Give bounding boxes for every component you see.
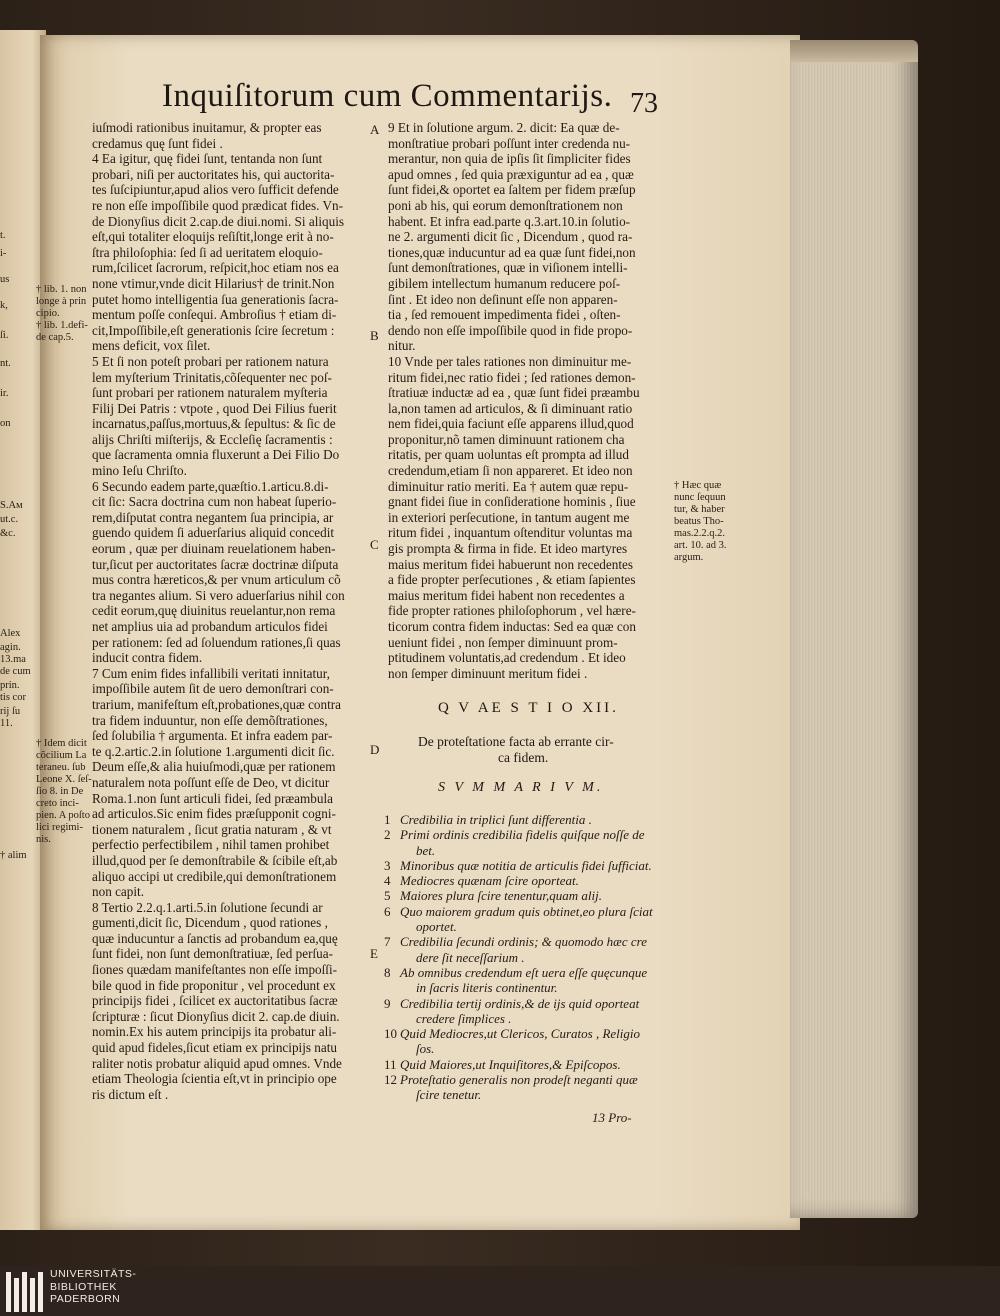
text-line: ritum fidei,nec ratio fidei ; ſed rationes demon- bbox=[388, 369, 636, 385]
margin-note-line: † Idem dicit bbox=[36, 738, 87, 749]
summary-item-text: Credibilia in triplici ſunt differentia . bbox=[400, 812, 592, 827]
text-line: nem fidei,quia faciunt eſſe apparens illud,quod bbox=[388, 416, 634, 432]
summary-item-number: 3 bbox=[384, 857, 391, 873]
text-line: nitur. bbox=[388, 338, 416, 354]
text-line: inducit contra fidem. bbox=[92, 650, 203, 666]
text-line: tur,ſicut per auctoritates ſacræ doctrinæ diſputa bbox=[92, 556, 339, 572]
summary-item-continuation: oportet. bbox=[416, 919, 457, 935]
text-line: que ſacramenta omnia fluxerunt a Dei Filio Do bbox=[92, 447, 340, 463]
summary-item-number: 11 bbox=[384, 1056, 397, 1072]
text-line: fide propter rationes philoſophorum , vel hære- bbox=[388, 603, 636, 619]
text-line: probari, niſi per auctoritates his, qui auctoritа- bbox=[92, 166, 335, 182]
page-number: 73 bbox=[630, 88, 658, 119]
text-line: none vtimur,vnde dicit Hilarius† de trinit.Non bbox=[92, 275, 335, 291]
previous-page-fragment: † alim bbox=[0, 850, 27, 861]
margin-note-line: art. 10. ad 3. bbox=[674, 540, 727, 551]
summary-item-number: 1 bbox=[384, 812, 391, 827]
previous-page-fragment: S.Aм bbox=[0, 500, 23, 511]
summary-item bbox=[384, 965, 664, 980]
text-line: ſunt fidei, non ſunt demonſtratiuæ, ſed perſua- bbox=[92, 946, 333, 962]
text-line: te q.2.artic.2.in ſolutione 1.argumenti dicit ſic. bbox=[92, 743, 335, 759]
summary-item-number: 9 bbox=[384, 995, 391, 1011]
margin-note-line: creto inci- bbox=[36, 798, 79, 809]
text-line: mino Ieſu Chriſto. bbox=[92, 463, 187, 479]
logo-line: UNIVERSITÄTS- bbox=[50, 1268, 137, 1280]
summary-item-text: Quo maiorem gradum quis obtinet,eo plura ſciat bbox=[400, 903, 653, 919]
text-line: ticorum contra fidem inductas: Sed ea quæ con bbox=[388, 619, 636, 634]
summary-item-text: Primi ordinis credibilia fidelis quiſque noſſe de bbox=[400, 827, 645, 843]
previous-page-fragment: 11. bbox=[0, 718, 13, 729]
summary-heading: S V M M A R I V M. bbox=[438, 780, 604, 795]
summary-item bbox=[384, 904, 664, 919]
text-line: ſint . Et ideo non deſinunt eſſe non apparen- bbox=[388, 291, 618, 307]
text-line: rem,diſputat contra negantem ſua principia, ar bbox=[92, 509, 334, 525]
text-line: raliter notis probatur aliquid apud omnes. Vnde bbox=[92, 1055, 342, 1071]
summary-item-number: 2 bbox=[384, 827, 391, 843]
right-text-column bbox=[388, 120, 660, 681]
summary-item bbox=[384, 812, 664, 827]
text-line: nomin.Ex his autem principijs ita probatur ali- bbox=[92, 1024, 337, 1040]
text-line: cit,Impoſſibile,eſt generationis ſcire ſecretum : bbox=[92, 322, 335, 338]
text-line: ritatis, per quam uoluntas eſt prompta ad illud bbox=[388, 447, 629, 463]
summary-item-text: Maiores plura ſcire tenentur,quam alij. bbox=[400, 888, 602, 904]
text-line: non ſemper diminuunt meritum fidei . bbox=[388, 665, 588, 681]
text-line: 8 Tertio 2.2.q.1.arti.5.in ſolutione ſecundi ar bbox=[92, 899, 323, 915]
text-line: ad articulos.Sic enim fides præſupponit cogni- bbox=[92, 806, 336, 822]
text-line: ſtra philoſophia: ſed ſi ad ueritatem eloquio- bbox=[92, 244, 323, 260]
previous-page-fragment: ut.c. bbox=[0, 514, 19, 525]
summary-item-continuation: credere ſimplices . bbox=[416, 1010, 512, 1026]
text-line: lem myſterium Trinitatis,cõſequenter nec poſ- bbox=[92, 369, 332, 385]
text-line: 5 Et ſi non poteſt probari per rationem natura bbox=[92, 353, 329, 369]
summary-item bbox=[384, 934, 664, 949]
text-line: ueniunt fidei , non ſemper diminuunt prom- bbox=[388, 634, 618, 650]
question-heading: Q V AE S T I O XII. bbox=[438, 700, 619, 716]
summary-item-text: Ab omnibus credendum eſt uera eſſe quęcunque bbox=[400, 964, 648, 980]
text-line: quid apud fideles,ſicut etiam ex principijs natu bbox=[92, 1040, 338, 1056]
previous-page-fragment: Alex bbox=[0, 628, 21, 639]
section-letter-a: A bbox=[370, 122, 380, 137]
text-line: guendo quidem ſi aduerſarius aliquid concedit bbox=[92, 525, 335, 541]
text-line: perfectio perfectibilem , nihil tamen prohibet bbox=[92, 837, 330, 853]
text-line: tes ſuſcipiuntur,apud alios vero ſufficit defende bbox=[92, 182, 339, 198]
previous-page-fragment: ir. bbox=[0, 388, 9, 399]
text-line: 7 Cum enim fides infallibili veritati innitatur, bbox=[92, 665, 330, 681]
text-line: maius meritum fidei habent non recedentes a bbox=[388, 587, 625, 603]
text-line: proponitur,nõ tamen diminuunt rationem cha bbox=[388, 431, 625, 447]
text-line: merantur, non quia de ipſis ſit ſimpliciter fides bbox=[388, 151, 631, 167]
previous-page-fragment: ſi. bbox=[0, 330, 9, 341]
summary-item bbox=[384, 1026, 664, 1041]
text-line: Filij Dei Patris : vtpote , quod Dei Filius fuerit bbox=[92, 400, 337, 416]
section-letter-c: C bbox=[370, 537, 379, 552]
summary-list bbox=[384, 812, 664, 1103]
text-line: a fide propter perſecutiones , & etiam ſapientes bbox=[388, 572, 636, 588]
text-line: dendo non eſſe impoſſibile quod in fide propo- bbox=[388, 322, 633, 338]
text-line: 4 Ea igitur, quę fidei ſunt, tentanda non ſunt bbox=[92, 151, 323, 167]
previous-page-fragment: i- bbox=[0, 248, 7, 259]
running-title: Inquiſitorum cum Commentarijs. bbox=[162, 78, 613, 114]
library-logo-text bbox=[50, 1268, 136, 1306]
text-line: mus contra hæreticos,& per vnum articulum cõ bbox=[92, 572, 341, 588]
text-line: ſunt demonſtrationes, quæ in viſionem intelli- bbox=[388, 260, 628, 276]
margin-note-left-2 bbox=[36, 738, 92, 846]
text-line: etiam Theologia ſcientia eſt,vt in principio ope bbox=[92, 1071, 337, 1087]
footer-bar bbox=[0, 1266, 1000, 1316]
margin-note-line: argum. bbox=[674, 552, 704, 563]
margin-note-line: lici regimi- bbox=[36, 822, 83, 833]
text-line: in exteriori perſecutione, in tantum augent me bbox=[388, 509, 630, 525]
margin-note-line: de cap.5. bbox=[36, 332, 74, 343]
text-line: diminuitur ratio meriti. Ea † autem quæ repu- bbox=[388, 478, 629, 494]
summary-item-text: Credibilia tertij ordinis,& de ijs quid oporteat bbox=[400, 995, 640, 1011]
text-line: aliquo accipi ut credibile,qui demonſtrationem bbox=[92, 868, 337, 884]
text-line: incarnatus,paſſus,mortuus,& ſepultus: & ſic de bbox=[92, 416, 336, 432]
margin-note-line: teraneu. ſub bbox=[36, 762, 86, 773]
text-line: per rationem: ſed ad ſoluendum rationes,ſi quas bbox=[92, 634, 341, 650]
text-line: ris dictum eſt . bbox=[92, 1086, 169, 1102]
summary-item-text: Credibilia ſecundi ordinis; & quomodo hæc cre bbox=[400, 934, 647, 950]
text-line: 9 Et in ſolutione argum. 2. dicit: Ea quæ de- bbox=[388, 120, 620, 135]
text-line: tra fidem induuntur, non eſſe demõſtrationes, bbox=[92, 712, 328, 728]
text-line: ritum fidei , inquantum oſtenditur voluntas ma bbox=[388, 525, 633, 541]
text-line: 10 Vnde per tales rationes non diminuitur me- bbox=[388, 353, 632, 369]
summary-item-number: 8 bbox=[384, 964, 391, 980]
summary-item bbox=[384, 873, 664, 888]
text-line: maius meritum fidei habuerunt non recedentes bbox=[388, 556, 633, 572]
summary-item bbox=[384, 888, 664, 903]
summary-item-number: 7 bbox=[384, 934, 391, 950]
text-line: iuſmodi rationibus inuitamur, & propter eas bbox=[92, 120, 322, 135]
previous-page-fragment: us bbox=[0, 274, 10, 285]
library-logo-icon bbox=[6, 1272, 46, 1312]
margin-note-line: † lib. 1.defi- bbox=[36, 320, 88, 331]
text-line: ſunt probari per rationem naturalem myſteria bbox=[92, 385, 328, 401]
margin-note-right bbox=[674, 480, 727, 564]
previous-page-fragment: nt. bbox=[0, 358, 11, 369]
text-line: non capit. bbox=[92, 884, 145, 900]
text-line: eorum , quæ per diuinam reuelationem haben- bbox=[92, 541, 336, 557]
text-line: re non eſſe impoſſibile quod prædicat fides. Vn- bbox=[92, 197, 344, 213]
logo-line: BIBLIOTHEK bbox=[50, 1280, 117, 1293]
text-line: poni ab his, qui eorum demonſtrationem non bbox=[388, 197, 623, 213]
question-title-line-2: ca fidem. bbox=[498, 750, 549, 765]
margin-note-left-1 bbox=[36, 284, 88, 344]
summary-item bbox=[384, 1072, 664, 1087]
text-line: principijs fidei , ſcilicet ex auctoritatibus ſacræ bbox=[92, 993, 338, 1009]
text-line: Roma.1.non ſunt articuli fidei, ſed præambula bbox=[92, 790, 333, 806]
summary-item-number: 4 bbox=[384, 873, 391, 889]
margin-note-line: † Hæc quæ bbox=[674, 480, 722, 491]
summary-item-continuation: ſos. bbox=[416, 1041, 435, 1057]
margin-note-line: ſio 8. in De bbox=[36, 786, 84, 797]
text-line: credendum,etiam ſi non appareret. Et ideo non bbox=[388, 463, 633, 479]
text-line: gis prompta & firma in fide. Et ideo martyres bbox=[388, 541, 628, 557]
text-line: habent. Et infra ead.parte q.3.art.10.in ſolutio- bbox=[388, 213, 631, 229]
text-line: gumenti,dicit ſic, Dicendum , quod rationes , bbox=[92, 915, 328, 931]
text-line: tia , ſed remouent impedimenta fidei , oſten- bbox=[388, 307, 621, 323]
margin-note-line: nis. bbox=[36, 834, 51, 845]
previous-page-fragment: k, bbox=[0, 300, 8, 311]
text-line: illud,quod per ſe demonſtrabile & ſcibile eſt,ab bbox=[92, 852, 338, 868]
previous-page-fragment: prin. bbox=[0, 680, 20, 691]
section-letter-d: D bbox=[370, 742, 380, 757]
text-line: cedit eorum,quę diuinitus reuelantur,non rema bbox=[92, 603, 336, 619]
text-line: quæ inducuntur a ſanctis ad probandum ea,quę bbox=[92, 930, 338, 946]
margin-note-line: mas.2.2.q.2. bbox=[674, 528, 726, 539]
margin-note-line: beatus Tho- bbox=[674, 516, 724, 527]
text-line: putet homo intelligentia ſua generationis ſacra- bbox=[92, 291, 339, 307]
previous-page-fragment: rij ſu bbox=[0, 706, 21, 717]
summary-item-text: Mediocres quænam ſcire oporteat. bbox=[400, 873, 579, 889]
previous-page-fragment: 13.ma bbox=[0, 654, 26, 665]
summary-item-text: Quid Mediocres,ut Clericos, Curatos , Religio bbox=[400, 1026, 640, 1042]
text-line: Deum eſſe,& alia huiuſmodi,quæ per rationem bbox=[92, 759, 336, 775]
book-fore-edge bbox=[790, 40, 918, 1218]
logo-line: PADERBORN bbox=[50, 1293, 121, 1305]
text-line: gnant fidei ſiue in conſideratione hominis , ſiue bbox=[388, 494, 636, 510]
margin-note-line: longe à prin bbox=[36, 296, 87, 307]
text-line: monſtratiue probari poſſunt inter credenda nu- bbox=[388, 135, 631, 151]
margin-note-line: nunc ſequun bbox=[674, 492, 726, 503]
book-fore-edge-top bbox=[790, 40, 918, 62]
text-line: ſcripturæ : ſicut Dionyſius dicit 2. cap.de diuin. bbox=[92, 1008, 340, 1024]
question-title-line-1: De proteſtatione facta ab errante cir- bbox=[418, 734, 614, 749]
summary-item-text: Quid Maiores,ut Inquiſitores,& Epiſcopos. bbox=[400, 1056, 621, 1072]
summary-item-text: Proteſtatio generalis non prodeſt neganti quæ bbox=[400, 1072, 638, 1088]
text-line: gibilem intellectum humanum reducere poſ- bbox=[388, 275, 621, 291]
text-line: ſed ſolubilia † argumenta. Et infra eadem par- bbox=[92, 728, 333, 744]
previous-page-fragment: t. bbox=[0, 230, 6, 241]
summary-item-number: 12 bbox=[384, 1072, 397, 1088]
section-letter-b: B bbox=[370, 328, 379, 343]
text-line: ne 2. argumenti dicit ſic , Dicendum , quod ra- bbox=[388, 229, 633, 245]
left-text-column bbox=[92, 120, 360, 1102]
summary-item-number: 6 bbox=[384, 903, 391, 919]
previous-page-fragment: de cum bbox=[0, 666, 31, 677]
summary-item bbox=[384, 996, 664, 1011]
previous-page-fragment: tis cor bbox=[0, 692, 26, 703]
margin-note-line: Leone X. ſeſ- bbox=[36, 774, 92, 785]
catchword: 13 Pro- bbox=[592, 1110, 632, 1125]
text-line: eſt,qui totaliter eloquijs reſiſtit,longe erit à no- bbox=[92, 229, 334, 245]
summary-item-number: 10 bbox=[384, 1026, 397, 1042]
summary-item-continuation: bet. bbox=[416, 842, 436, 858]
text-line: credamus quę ſunt fidei . bbox=[92, 135, 223, 151]
margin-note-line: tur, & haber bbox=[674, 504, 725, 515]
summary-item-text: Minoribus quæ notitia de articulis fidei ſufficiat. bbox=[400, 857, 652, 873]
text-line: alijs Chriſti miſterijs, & Eccleſię ſacramentis : bbox=[92, 431, 333, 447]
text-line: ſiones quædam manifeſtantes non eſſe impoſſi- bbox=[92, 962, 338, 978]
margin-note-line: cõcilium La bbox=[36, 750, 87, 761]
text-line: apud omnes , ſed quia præxiguntur ad ea , quæ bbox=[388, 166, 634, 182]
text-line: bile quod in fide proponitur , vel procedunt ex bbox=[92, 977, 336, 993]
text-line: mens deficit, vox ſilet. bbox=[92, 338, 211, 354]
text-line: ſtratiuæ inductæ ad ea , quæ ſunt fidei præambu bbox=[388, 385, 640, 401]
previous-page-fragment: &c. bbox=[0, 528, 16, 539]
text-line: rum,ſcilicet ſacrorum, reſpicit,hoc etiam nos ea bbox=[92, 260, 339, 276]
previous-page-fragment: agin. bbox=[0, 642, 21, 653]
summary-item bbox=[384, 1057, 664, 1072]
text-line: 6 Secundo eadem parte,quæſtio.1.articu.8.di- bbox=[92, 478, 329, 494]
text-line: ſunt fidei,& oportet ea ſaltem per fidem præſup bbox=[388, 182, 636, 198]
summary-item-continuation: ſcire tenetur. bbox=[416, 1087, 482, 1103]
margin-note-line: cipio. bbox=[36, 308, 60, 319]
summary-item-number: 5 bbox=[384, 888, 391, 904]
text-line: tionem naturalem , ſicut gratia naturam , & vt bbox=[92, 821, 332, 837]
text-line: mentum poſſe conſequi. Ambroſius † etiam di- bbox=[92, 307, 337, 323]
summary-item-continuation: dere ſit neceſſarium . bbox=[416, 949, 525, 965]
text-line: tra negantes alium. Si vero aduerſarius nihil con bbox=[92, 587, 345, 603]
text-line: cit ſic: Sacra doctrina cum non habeat ſuperio- bbox=[92, 494, 337, 510]
previous-page-fragment: on bbox=[0, 418, 11, 429]
text-line: de Dionyſius dicit 2.cap.de diui.nomi. Si aliquis bbox=[92, 213, 345, 229]
text-line: la,non tamen ad articulos, & ſi diminuant ratio bbox=[388, 400, 633, 416]
summary-item-continuation: in ſacris literis continentur. bbox=[416, 980, 558, 996]
summary-item bbox=[384, 858, 664, 873]
section-letter-e: E bbox=[370, 946, 378, 961]
margin-note-line: pien. A poſto bbox=[36, 810, 90, 821]
summary-item bbox=[384, 827, 664, 842]
margin-note-line: † lib. 1. non bbox=[36, 284, 87, 295]
text-line: net amplius uia ad probandum articulos fidei bbox=[92, 619, 328, 634]
text-line: ptitudinem voluntatis,ad credendum . Et ideo bbox=[388, 650, 626, 666]
text-line: impoſſibile autem ſit de uero demonſtrari con- bbox=[92, 681, 334, 697]
text-line: naturalem nota poſſunt eſſe de Deo, vt dicitur bbox=[92, 774, 330, 790]
text-line: trarium, manifeſtum eſt,probationes,quæ contra bbox=[92, 696, 342, 712]
text-line: tiones,quæ inducuntur ad ea quæ ſunt fidei,non bbox=[388, 244, 636, 260]
